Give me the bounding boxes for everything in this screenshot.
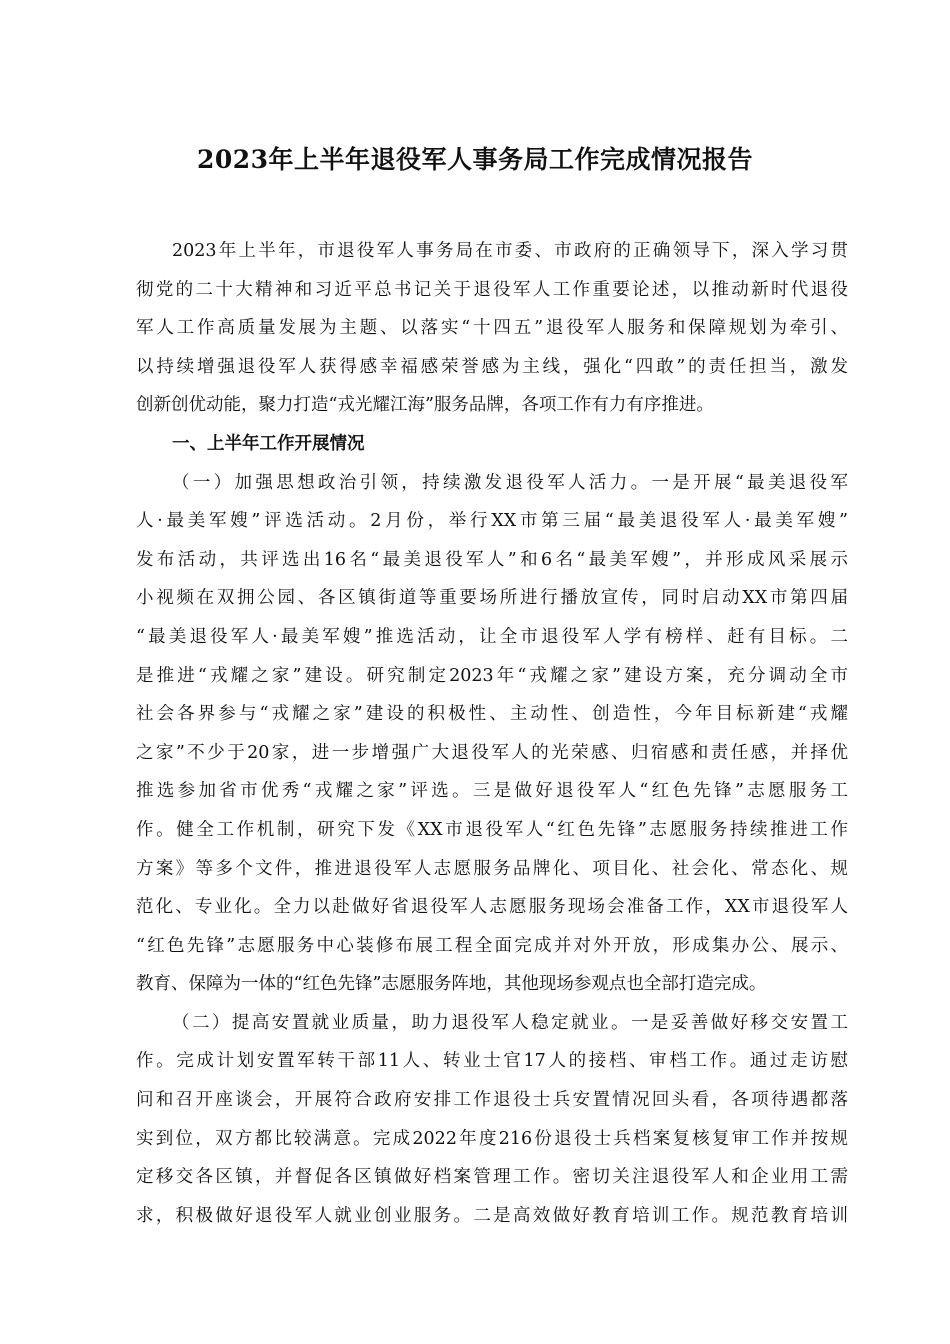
paragraph-line: 推选参加省市优秀“戎耀之家”评选。三是做好退役军人“红色先锋”志愿服务工 — [136, 781, 848, 802]
paragraph-line: 以持续增强退役军人获得感幸福感荣誉感为主线，强化“四敢”的责任担当，激发 — [136, 356, 848, 377]
paragraph-line: 定移交各区镇，并督促各区镇做好档案管理工作。密切关注退役军人和企业用工需 — [136, 1167, 848, 1188]
paragraph-line: 教育、保障为一体的“红色先锋”志愿服务阵地，其他现场参观点也全部打造完成。 — [136, 974, 767, 995]
paragraph-line: 方案》等多个文件，推进退役军人志愿服务品牌化、项目化、社会化、常态化、规 — [136, 858, 848, 879]
paragraph-line: 创新创优动能，聚力打造“戎光耀江海”服务品牌，各项工作有力有序推进。 — [136, 395, 714, 416]
document-title: 2023年上半年退役军人事务局工作完成情况报告 — [196, 145, 754, 174]
paragraph-line: 范化、专业化。全力以赴做好省退役军人志愿服务现场会准备工作，XX市退役军人 — [136, 897, 848, 918]
paragraph-line: 2023年上半年，市退役军人事务局在市委、市政府的正确领导下，深入学习贯 — [172, 241, 848, 261]
paragraph-line: 人·最美军嫂”评选活动。2月份，举行XX市第三届“最美退役军人·最美军嫂” — [136, 511, 848, 532]
paragraph-line: 发布活动，共评选出16名“最美退役军人”和6名“最美军嫂”，并形成风采展示 — [136, 549, 848, 570]
paragraph-line: 军人工作高质量发展为主题、以落实“十四五”退役军人服务和保障规划为牵引、 — [136, 318, 848, 339]
section-heading: 一、上半年工作开展情况 — [172, 433, 365, 454]
document-body — [136, 232, 848, 1235]
paragraph-line: 社会各界参与“戎耀之家”建设的积极性、主动性、创造性，今年目标新建“戎耀 — [136, 704, 848, 725]
paragraph-line: 小视频在双拥公园、各区镇街道等重要场所进行播放宣传，同时启动XX市第四届 — [136, 588, 848, 609]
paragraph-line: 之家”不少于20家，进一步增强广大退役军人的光荣感、归宿感和责任感，并择优 — [136, 742, 848, 763]
paragraph-line: “最美退役军人·最美军嫂”推选活动，让全市退役军人学有榜样、赶有目标。二 — [136, 626, 848, 647]
paragraph-line: 求，积极做好退役军人就业创业服务。二是高效做好教育培训工作。规范教育培训 — [136, 1205, 848, 1226]
paragraph-line: 问和召开座谈会，开展符合政府安排工作退役士兵安置情况回头看，各项待遇都落 — [136, 1090, 848, 1111]
paragraph-line: 是推进“戎耀之家”建设。研究制定2023年“戎耀之家”建设方案，充分调动全市 — [136, 665, 848, 686]
paragraph-line: （二）提高安置就业质量，助力退役军人稳定就业。一是妥善做好移交安置工 — [172, 1012, 848, 1033]
paragraph-line: 彻党的二十大精神和习近平总书记关于退役军人工作重要论述，以推动新时代退役 — [136, 279, 848, 300]
paragraph-line: “红色先锋”志愿服务中心装修布展工程全面完成并对外开放，形成集办公、展示、 — [136, 935, 848, 956]
paragraph-line: 实到位，双方都比较满意。完成2022年度216份退役士兵档案复核复审工作并按规 — [136, 1128, 848, 1149]
paragraph-line: 作。健全工作机制，研究下发《XX市退役军人“红色先锋”志愿服务持续推进工作 — [136, 819, 848, 840]
paragraph-line: （一）加强思想政治引领，持续激发退役军人活力。一是开展“最美退役军 — [172, 472, 848, 493]
paragraph-line: 作。完成计划安置军转干部11人、转业士官17人的接档、审档工作。通过走访慰 — [136, 1051, 848, 1072]
